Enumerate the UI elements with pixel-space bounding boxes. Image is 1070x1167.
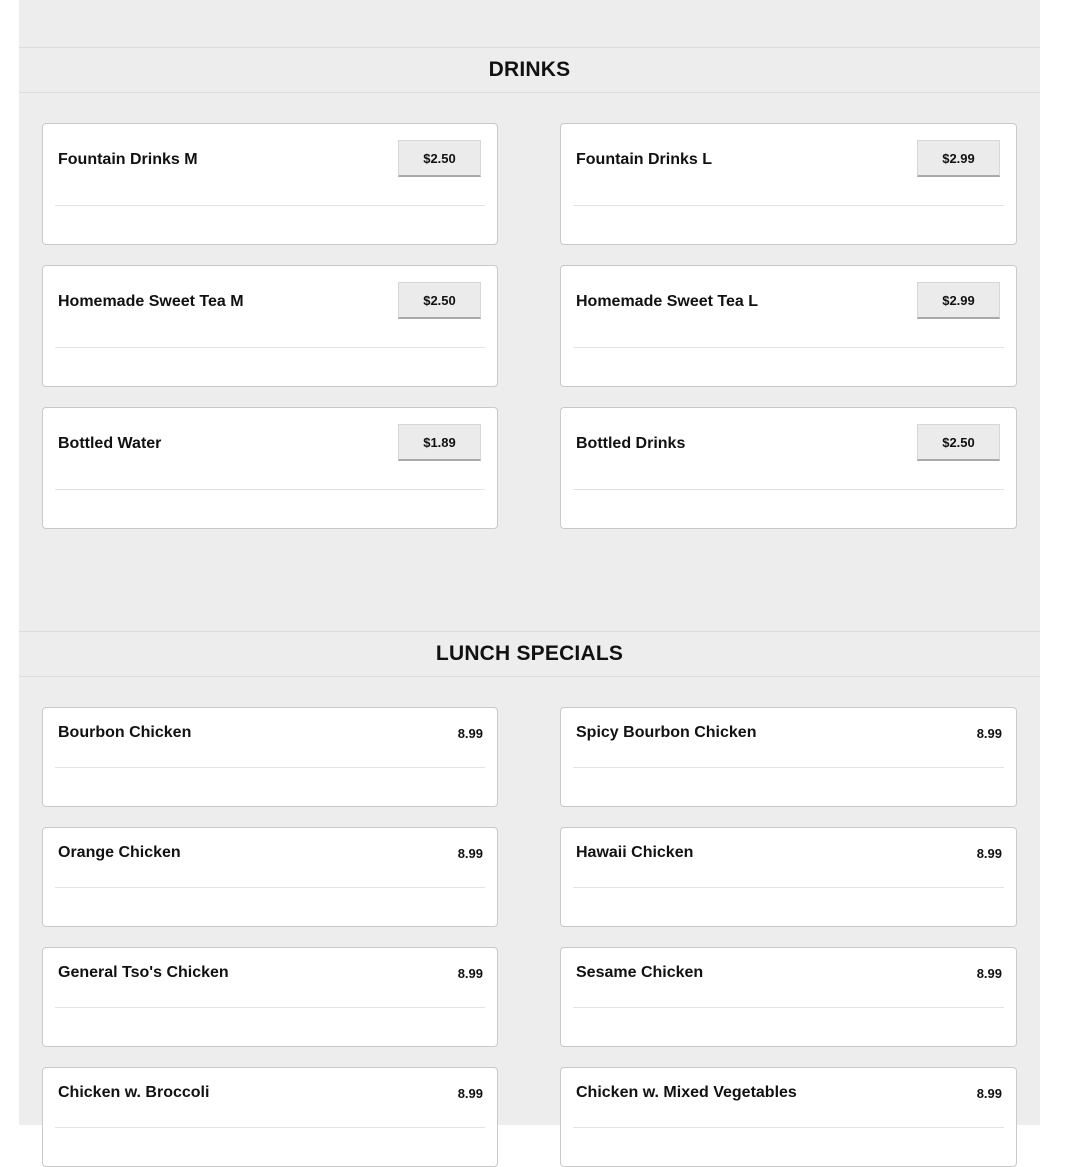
item-price: 8.99 <box>976 966 1002 981</box>
item-name: Homemade Sweet Tea L <box>576 293 758 310</box>
item-price: 8.99 <box>457 966 483 981</box>
item-price: 8.99 <box>457 1086 483 1101</box>
item-price: 8.99 <box>457 726 483 741</box>
item-price: 8.99 <box>976 1086 1002 1101</box>
item-name: Hawaii Chicken <box>576 844 694 861</box>
menu-item-card[interactable] <box>560 265 1017 387</box>
item-name: Bourbon Chicken <box>58 724 192 741</box>
item-name: Spicy Bourbon Chicken <box>576 724 757 741</box>
menu-panel <box>19 0 1040 1125</box>
menu-item-card[interactable] <box>42 1067 498 1167</box>
divider <box>55 489 485 490</box>
divider <box>55 887 485 888</box>
menu-item-card[interactable] <box>560 707 1017 807</box>
menu-item-card[interactable] <box>42 707 498 807</box>
item-name: General Tso's Chicken <box>58 964 229 981</box>
divider <box>573 489 1004 490</box>
divider <box>573 1007 1004 1008</box>
divider <box>573 887 1004 888</box>
lunch-section-title: LUNCH SPECIALS <box>19 631 1040 677</box>
price-button[interactable]: $2.99 <box>917 140 1000 177</box>
divider <box>573 767 1004 768</box>
price-button[interactable]: $2.50 <box>917 424 1000 461</box>
divider <box>55 347 485 348</box>
divider <box>573 347 1004 348</box>
divider <box>55 767 485 768</box>
item-price: 8.99 <box>457 846 483 861</box>
item-name: Sesame Chicken <box>576 964 704 981</box>
divider <box>55 1127 485 1128</box>
menu-item-card[interactable] <box>560 827 1017 927</box>
item-name: Chicken w. Mixed Vegetables <box>576 1084 797 1101</box>
menu-item-card[interactable] <box>42 947 498 1047</box>
item-price: 8.99 <box>976 846 1002 861</box>
item-name: Bottled Drinks <box>576 435 686 452</box>
lunch-grid <box>42 707 1017 1167</box>
menu-item-card[interactable] <box>42 265 498 387</box>
menu-item-card[interactable] <box>42 827 498 927</box>
price-button[interactable]: $1.89 <box>398 424 481 461</box>
drinks-section-title: DRINKS <box>19 47 1040 93</box>
divider <box>573 205 1004 206</box>
divider <box>55 205 485 206</box>
item-name: Homemade Sweet Tea M <box>58 293 244 310</box>
divider <box>573 1127 1004 1128</box>
price-button[interactable]: $2.99 <box>917 282 1000 319</box>
price-button[interactable]: $2.50 <box>398 282 481 319</box>
item-name: Fountain Drinks L <box>576 151 712 168</box>
item-name: Chicken w. Broccoli <box>58 1084 210 1101</box>
item-name: Orange Chicken <box>58 844 181 861</box>
menu-item-card[interactable] <box>42 123 498 245</box>
menu-item-card[interactable] <box>560 123 1017 245</box>
price-button[interactable]: $2.50 <box>398 140 481 177</box>
item-price: 8.99 <box>976 726 1002 741</box>
item-name: Fountain Drinks M <box>58 151 198 168</box>
menu-item-card[interactable] <box>560 407 1017 529</box>
drinks-grid <box>42 123 1017 529</box>
menu-item-card[interactable] <box>560 1067 1017 1167</box>
item-name: Bottled Water <box>58 435 162 452</box>
divider <box>55 1007 485 1008</box>
menu-item-card[interactable] <box>560 947 1017 1047</box>
menu-item-card[interactable] <box>42 407 498 529</box>
